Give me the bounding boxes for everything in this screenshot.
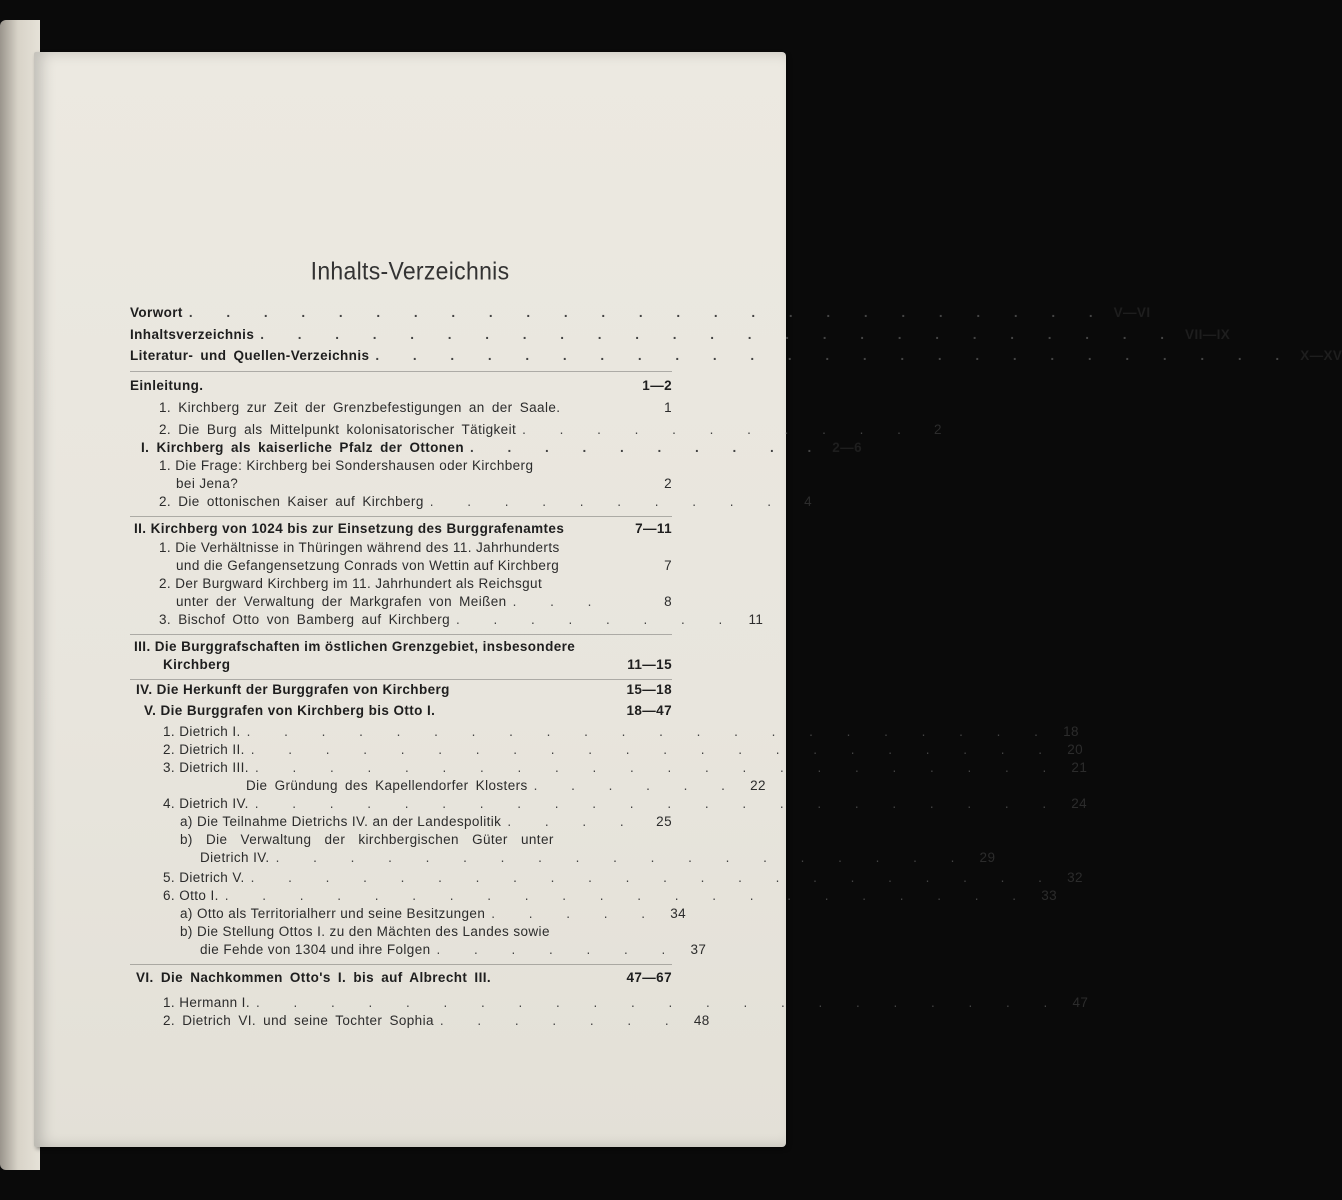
- dot-leader: . . . .: [507, 814, 639, 829]
- toc-subentry: 1. Die Frage: Kirchberg bei Sondershausen oder Kirchberg: [159, 458, 534, 473]
- dot-leader: . . . . . . . . . . . . . . . . . . . . . .: [254, 796, 1062, 811]
- toc-entry-inhaltsverzeichnis: Inhaltsverzeichnis . . . . . . . . . . . . . . . . . . . . . . . . . VII—IX: [130, 327, 1231, 342]
- page-number: VII—IX: [1185, 327, 1231, 342]
- page-number: 47—67: [626, 970, 672, 985]
- toc-subentry: 2. Dietrich VI. und seine Tochter Sophia . . . . . . . 48: [163, 1013, 710, 1028]
- page-number: 1—2: [642, 378, 672, 393]
- page-number: 2: [664, 476, 672, 491]
- page-number: 8: [664, 594, 672, 609]
- toc-chapter-iii-continuation: Kirchberg 11—15: [163, 657, 672, 672]
- toc-subentry: 2. Dietrich II. . . . . . . . . . . . . . . . . . . . . . . 20: [163, 742, 1084, 757]
- dot-leader: . . . . .: [491, 906, 661, 921]
- toc-subentry: 3. Dietrich III. . . . . . . . . . . . . . . . . . . . . . . 21: [163, 760, 1088, 775]
- page-number: 15—18: [626, 682, 672, 697]
- dot-leader: . . . . . . . . . . . . . . . . . . . . . .: [250, 870, 1057, 885]
- page-number: 34: [670, 906, 687, 921]
- dot-leader: . . . . . . . . . . . . . . . . . . . . . . . . .: [260, 327, 1180, 342]
- page-number: 22: [750, 778, 766, 793]
- dot-leader: . . . . . . .: [436, 942, 681, 957]
- toc-subentry: 2. Der Burgward Kirchberg im 11. Jahrhundert als Reichsgut: [159, 576, 543, 591]
- toc-entry-einleitung: Einleitung. 1—2: [130, 378, 672, 393]
- page-number: 29: [979, 850, 996, 865]
- page-number: 7: [664, 558, 672, 573]
- dot-leader: . . . . . . . .: [456, 612, 738, 627]
- separator-line: [130, 371, 672, 372]
- toc-subentry: a) Die Teilnahme Dietrichs IV. an der Landespolitik . . . . 25: [180, 814, 672, 829]
- separator-line: [130, 634, 672, 635]
- separator-line: [130, 516, 672, 517]
- dot-leader: . . . . . . . . . .: [429, 494, 786, 509]
- page-number: 2: [934, 422, 942, 437]
- page-number: X—XV: [1300, 348, 1342, 363]
- page-number: 2—6: [832, 440, 862, 455]
- toc-subentry: 2. Die Burg als Mittelpunkt kolonisatorischer Tätigkeit . . . . . . . . . . . 2: [159, 422, 942, 437]
- dot-leader: . . . . . . .: [439, 1013, 684, 1028]
- toc-subentry: 6. Otto I. . . . . . . . . . . . . . . . . . . . . . . 33: [163, 888, 1058, 903]
- toc-chapter-iv: IV. Die Herkunft der Burggrafen von Kirchberg 15—18: [136, 682, 672, 697]
- toc-subentry: 4. Dietrich IV. . . . . . . . . . . . . . . . . . . . . . . 24: [163, 796, 1088, 811]
- page-number: 24: [1071, 796, 1088, 811]
- page-number: 1: [664, 400, 672, 415]
- page-title: Inhalts-Verzeichnis: [310, 256, 510, 285]
- toc-subentry-continuation: und die Gefangensetzung Conrads von Wettin auf Kirchberg 7: [176, 558, 672, 573]
- table-of-contents: [34, 52, 1342, 1147]
- page-number: 20: [1067, 742, 1084, 757]
- book-page: [34, 52, 1342, 1147]
- toc-subentry-continuation: unter der Verwaltung der Markgrafen von Meißen . . . 8: [176, 594, 672, 609]
- page-number: 32: [1067, 870, 1083, 885]
- dot-leader: . . .: [512, 594, 607, 609]
- page-number: 37: [690, 942, 707, 957]
- dot-leader: . . . . . . . . . . . . . . . . . . . . . . . . .: [188, 305, 1108, 320]
- dot-leader: . . . . . . . . . . . . . . . . . . . . . .: [254, 760, 1062, 775]
- toc-subentry-continuation: die Fehde von 1304 und ihre Folgen . . . . . . . 37: [200, 942, 707, 957]
- toc-chapter-v: V. Die Burggrafen von Kirchberg bis Otto I. 18—47: [144, 703, 672, 718]
- dot-leader: . . . . . . . . . . .: [522, 422, 916, 437]
- toc-subentry: a) Otto als Territorialherr und seine Besitzungen . . . . . 34: [180, 906, 687, 921]
- dot-leader: . . . . . .: [533, 778, 740, 793]
- toc-subentry: 1. Kirchberg zur Zeit der Grenzbefestigungen an der Saale. 1: [159, 400, 672, 415]
- page-number: 11—15: [627, 657, 672, 672]
- page-number: 48: [693, 1013, 710, 1028]
- separator-line: [130, 964, 672, 965]
- toc-subentry: Die Gründung des Kapellendorfer Klosters . . . . . . 22: [246, 778, 766, 793]
- dot-leader: . . . . . . . . . . . . . . . . . . . . . .: [255, 995, 1063, 1010]
- dot-leader: . . . . . . . . . . . . . . . . . . .: [275, 850, 970, 865]
- page-number: 25: [656, 814, 672, 829]
- toc-subentry: 1. Die Verhältnisse in Thüringen während des 11. Jahrhunderts: [159, 540, 560, 555]
- toc-chapter-iii: III. Die Burggrafschaften im östlichen Grenzgebiet, insbesondere: [134, 639, 576, 654]
- toc-chapter-ii: II. Kirchberg von 1024 bis zur Einsetzung des Burggrafenamtes 7—11: [134, 521, 672, 536]
- page-number: 21: [1071, 760, 1088, 775]
- toc-subentry: 5. Dietrich V. . . . . . . . . . . . . . . . . . . . . . . 32: [163, 870, 1083, 885]
- toc-subentry-continuation: bei Jena? 2: [176, 476, 672, 491]
- page-number: 18—47: [626, 703, 672, 718]
- toc-subentry: b) Die Stellung Ottos I. zu den Mächten des Landes sowie: [180, 924, 550, 939]
- toc-subentry: 1. Hermann I. . . . . . . . . . . . . . . . . . . . . . . 47: [163, 995, 1089, 1010]
- page-number: 4: [804, 494, 812, 509]
- toc-chapter-vi: VI. Die Nachkommen Otto's I. bis auf Albrecht III. 47—67: [136, 970, 672, 985]
- page-number: 18: [1063, 724, 1079, 739]
- dot-leader: . . . . . . . . . .: [470, 440, 827, 455]
- toc-subentry: b) Die Verwaltung der kirchbergischen Güter unter: [180, 832, 554, 847]
- page-number: 33: [1041, 888, 1058, 903]
- page-number: 7—11: [635, 521, 672, 536]
- page-number: 11: [748, 612, 764, 627]
- toc-entry-literatur: Literatur- und Quellen-Verzeichnis . . . . . . . . . . . . . . . . . . . . . . . . . X—XV: [130, 348, 1342, 363]
- page-number: V—VI: [1113, 305, 1151, 320]
- dot-leader: . . . . . . . . . . . . . . . . . . . . . .: [246, 724, 1053, 739]
- dot-leader: . . . . . . . . . . . . . . . . . . . . . .: [224, 888, 1032, 903]
- toc-chapter-i: I. Kirchberg als kaiserliche Pfalz der Ottonen . . . . . . . . . . 2—6: [141, 440, 862, 455]
- toc-subentry: 1. Dietrich I. . . . . . . . . . . . . . . . . . . . . . . 18: [163, 724, 1079, 739]
- toc-subentry: 2. Die ottonischen Kaiser auf Kirchberg . . . . . . . . . . 4: [159, 494, 812, 509]
- separator-line: [130, 679, 672, 680]
- toc-subentry-continuation: Dietrich IV. . . . . . . . . . . . . . . . . . . . 29: [200, 850, 996, 865]
- dot-leader: . . . . . . . . . . . . . . . . . . . . . .: [250, 742, 1058, 757]
- toc-subentry: 3. Bischof Otto von Bamberg auf Kirchberg . . . . . . . . 11: [159, 612, 764, 627]
- page-number: 47: [1072, 995, 1089, 1010]
- toc-entry-vorwort: Vorwort . . . . . . . . . . . . . . . . . . . . . . . . . V—VI: [130, 305, 1151, 320]
- dot-leader: . . . . . . . . . . . . . . . . . . . . . . . . .: [375, 348, 1295, 363]
